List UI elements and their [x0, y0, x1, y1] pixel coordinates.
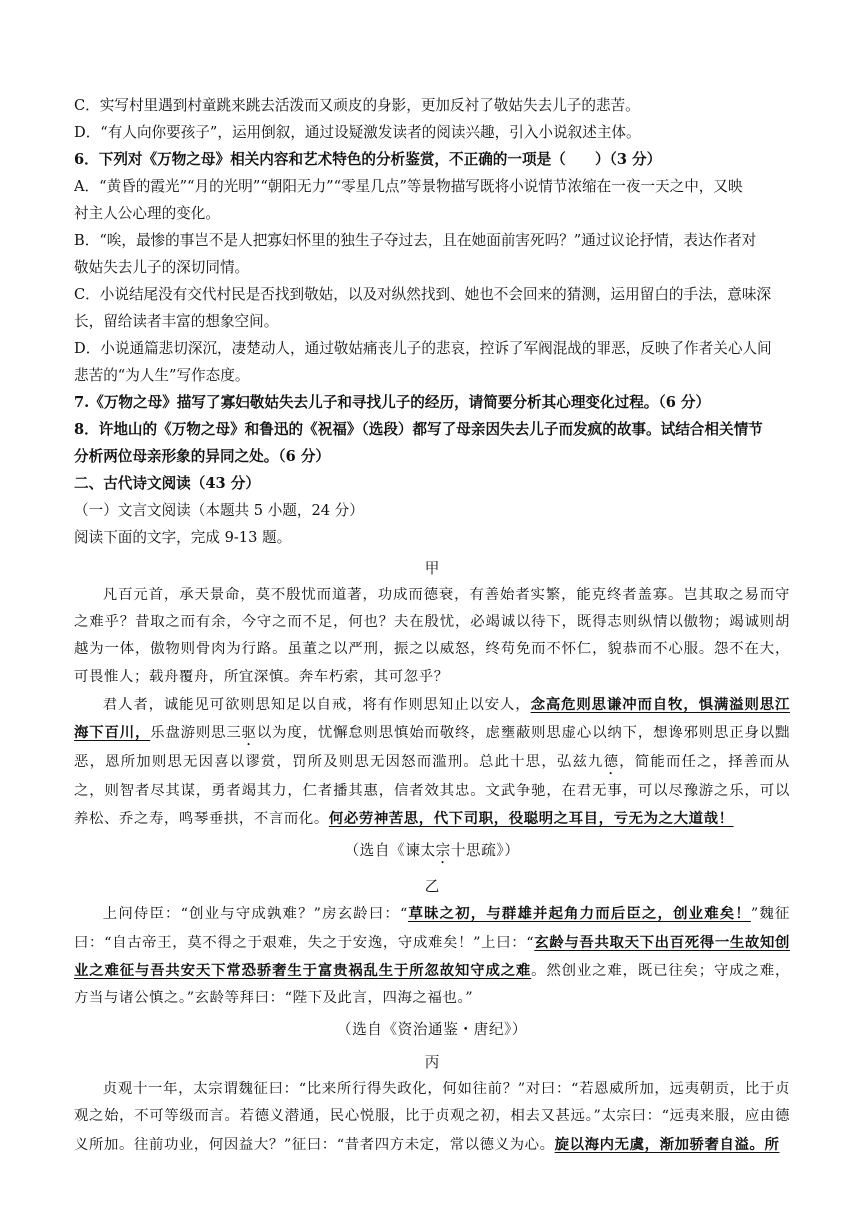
bing-text-a: 贞观十一年，太宗谓魏征曰：“比来所行得失政化，何如往前？”对曰：“若恩威所加，远夷朝贡，比于贞观之始，不可等级而言。若德义潜通，民心悦服，比于贞观之初，相去又甚远。”太宗曰：“远夷来服，应由德义所加。往前功业，何因益大？”征曰：“昔者四方未定，常以德义为心。	[74, 1081, 790, 1153]
jia-source-post: 十思疏》）	[450, 842, 520, 860]
jia-source-pre: （选自《谏太	[344, 842, 436, 860]
passage-jia-paragraph-2	[74, 691, 790, 834]
passage-yi-paragraph	[74, 900, 790, 1012]
passage-jia-source	[74, 837, 790, 867]
yi-text-a: 上问侍臣：“创业与守成孰难？”房玄龄曰：“	[102, 906, 408, 923]
jia-p2-text-d: ，简能而任之，择善而从之，则智者尽其谋，勇者竭其力，仁者播其惠，信者效其忠。文武争驰，在君无事，可以尽豫游之乐，可以养松、乔之寿，鸣琴垂拱，不言而化。	[74, 754, 790, 828]
jia-underlined-sentence-1: 念高危则思谦冲而自牧，惧满溢则思江海下百川，	[74, 695, 790, 742]
yi-underlined-sentence-1: 草昧之初，与群雄并起角力而后臣之，创业难矣！	[407, 905, 751, 923]
q6-option-d-line1: D．小说通篇悲切深沉，凄楚动人，通过敬姑痛丧儿子的悲哀，控诉了军阀混战的罪恶，反映了作者关心人间	[74, 340, 772, 357]
q6-option-b-line1: B．“唉，最惨的事岂不是人把寡妇怀里的独生子夺过去，且在她面前害死吗？”通过议论抒情，表达作者对	[74, 232, 757, 249]
q6-option-c-line2: 长，留给读者丰富的想象空间。	[74, 313, 279, 330]
bing-underlined-sentence: 旋以海内无虞，渐加骄奢自溢。所	[554, 1135, 780, 1153]
passage-bing-paragraph	[74, 1076, 790, 1159]
q8-stem-line1: 8．许地山的《万物之母》和鲁迅的《祝福》（选段）都写了母亲因失去儿子而发疯的故事。试结合相关情节	[74, 421, 763, 438]
jia-source-dotted-char: 宗	[435, 842, 451, 860]
jia-p2-text-b: 乐盘游则思三	[150, 725, 242, 742]
q5-option-c: C．实写村里遇到村童跳来跳去活泼而又顽皮的身影，更加反衬了敬姑失去儿子的悲苦。	[74, 97, 640, 114]
yi-text-c: 。然创业之难，既已往矣；守成之难，方当与诸公慎之。”玄龄等拜曰：“陛下及此言，四海之福也。”	[74, 962, 790, 1007]
jia-p2-text-a: 君人者，诚能见可欲则思知足以自戒，将有作则思知止以安人，	[102, 696, 531, 713]
jia-dotted-char-de: 德	[603, 754, 620, 771]
passage-bing-label: 丙	[424, 1054, 440, 1072]
section-title: 二、古代诗文阅读（43 分）	[74, 475, 260, 492]
jia-p2-text-c: 以为度，忧懈怠则思慎始而敬终，虑壅蔽则思虚心以纳下，想谗邪则思正身以黜恶，恩所加则思无因喜以谬赏，罚所及则思无因怒而滥刑。总此十思，弘兹九	[74, 725, 790, 771]
q6-option-b-line2: 敬姑失去儿子的深切同情。	[74, 259, 250, 276]
reading-instruction: 阅读下面的文字，完成 9-13 题。	[74, 529, 292, 546]
q6-option-c-line1: C．小说结尾没有交代村民是否找到敬姑，以及对纵然找到、她也不会回来的猜测，运用留白的手法，意味深	[74, 286, 772, 303]
q5-option-d: D．“有人向你要孩子”，运用倒叙，通过设疑激发读者的阅读兴趣，引入小说叙述主体。	[74, 124, 641, 141]
yi-text-b: ”魏征曰：“自古帝王，莫不得之于艰难，失之于安逸，守成难矣！”上曰：“	[74, 906, 790, 951]
q6-option-a-line1: A．“黄昏的霞光”“月的光明”“朝阳无力”“零星几点”等景物描写既将小说情节浓缩在一夜一天之中，又映	[74, 178, 743, 195]
jia-dotted-char-qu: 驱	[241, 725, 257, 742]
q8-stem-line2: 分析两位母亲形象的异同之处。（6 分）	[74, 448, 331, 465]
passage-yi-source: （选自《资治通鉴・唐纪》）	[336, 1021, 528, 1039]
passage-yi-label: 乙	[424, 878, 440, 896]
document-page	[74, 92, 790, 1159]
q6-option-a-line2: 衬主人公心理的变化。	[74, 205, 220, 222]
jia-underlined-sentence-2: 何必劳神苦思，代下司职，役聪明之耳目，亏无为之大道哉！	[328, 810, 734, 828]
q6-stem: 6．下列对《万物之母》相关内容和艺术特色的分析鉴赏，不正确的一项是（ ）（3 分）	[74, 151, 662, 168]
q6-option-d-line2: 悲苦的“为人生”写作态度。	[74, 367, 250, 384]
yi-underlined-sentence-2: 玄龄与吾共取天下出百死得一生故知创业之难征与吾共安天下常恐骄奢生于富贵祸乱生于所忽故知守成之难	[74, 933, 790, 979]
passage-jia-label: 甲	[424, 560, 440, 577]
q7-stem: 7.《万物之母》描写了寡妇敬姑失去儿子和寻找儿子的经历，请简要分析其心理变化过程。（6 分）	[74, 394, 711, 411]
subsection-title: （一）文言文阅读（本题共 5 小题，24 分）	[74, 502, 364, 519]
passage-jia-paragraph-1: 凡百元首，承天景命，莫不殷忧而道著，功成而德衰，有善始者实繁，能克终者盖寡。岂其取之易而守之难乎？昔取之而有余，今守之而不足，何也？夫在殷忧，必竭诚以待下，既得志则纵情以傲物；竭诚则胡越为一体，傲物则骨肉为行路。虽董之以严刑，振之以威怒，终苟免而不怀仁，貌恭而不心服。怨不在大，可畏惟人；载舟覆舟，所宜深慎。奔车朽索，其可忽乎？	[74, 587, 790, 685]
